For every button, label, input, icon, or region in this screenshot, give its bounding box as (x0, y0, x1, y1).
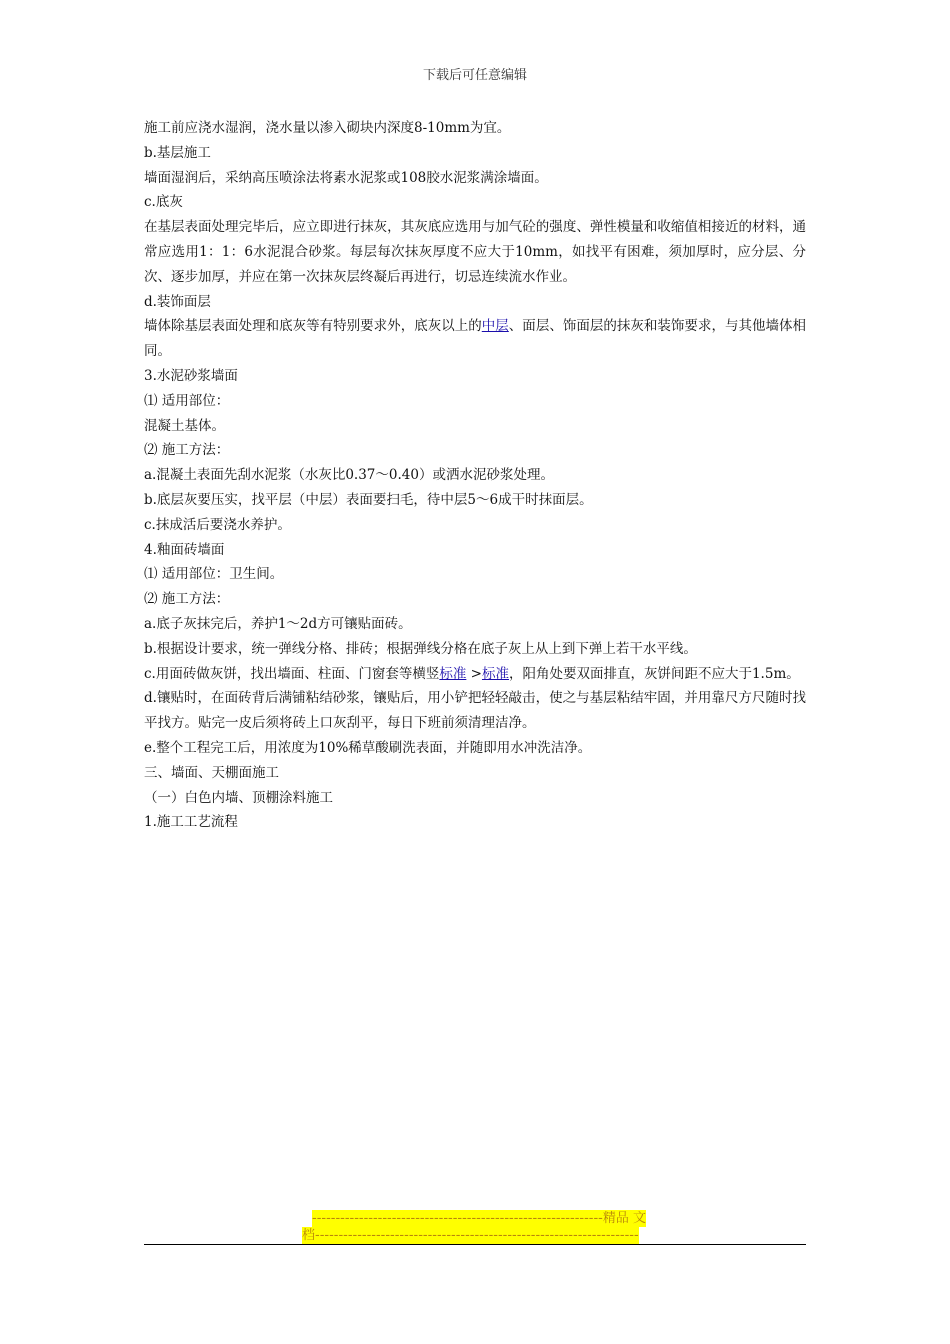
section-heading: b.基层施工 (144, 144, 211, 161)
paragraph: b.底层灰要压实，找平层（中层）表面要扫毛，待中层5～6成干时抹面层。 (144, 491, 593, 508)
text-span: 、面层、饰面层的抹灰和装饰要求，与其他墙体相同。 (144, 318, 807, 360)
paragraph (144, 662, 806, 687)
text-span: > (466, 665, 482, 682)
section-heading: 1.施工工艺流程 (144, 814, 238, 831)
paragraph: 在基层表面处理完毕后，应立即进行抹灰，其灰底应选用与加气砼的强度、弹性模量和收缩值相接近的材料，通常应选用1：1：6水泥混合砂浆。每层每次抹灰厚度不应大于10mm，如找平有困难，须加厚时，应分层、分次、逐步加厚，并应在第一次抹灰层终凝后再进行，切忌连续流水作业。 (144, 219, 806, 285)
section-heading: 3.水泥砂浆墙面 (144, 367, 238, 384)
section-heading: c.底灰 (144, 194, 183, 211)
sub-heading: ⑵ 施工方法： (144, 591, 230, 608)
link-standard[interactable]: 标准 (439, 665, 467, 682)
section-heading: 4.釉面砖墙面 (144, 541, 225, 558)
paragraph: 混凝土基体。 (144, 417, 225, 434)
paragraph: d.镶贴时，在面砖背后满铺粘结砂浆，镶贴后，用小铲把轻轻敲击，使之与基层粘结牢固，并用靠尺方尺随时找平找方。贴完一皮后须将砖上口灰刮平，每日下班前须清理洁净。 (144, 690, 806, 732)
paragraph: a.混凝土表面先刮水泥浆（水灰比0.37～0.40）或洒水泥砂浆处理。 (144, 467, 554, 484)
paragraph: 施工前应浇水湿润，浇水量以渗入砌块内深度8-10mm为宜。 (144, 120, 511, 136)
paragraph: e.整个工程完工后，用浓度为10%稀草酸刷洗表面，并随即用水冲洗洁净。 (144, 739, 592, 756)
paragraph: a.底子灰抹完后，养护1～2d方可镶贴面砖。 (144, 615, 412, 632)
page-header: 下载后可任意编辑 (422, 68, 527, 83)
paragraph (144, 314, 806, 364)
link-middle-layer[interactable]: 中层 (481, 318, 509, 335)
sub-heading: ⑴ 适用部位：卫生间。 (144, 566, 284, 583)
link-standard-2[interactable]: 标准 (481, 665, 509, 682)
sub-heading: ⑵ 施工方法： (144, 442, 230, 459)
section-heading: （一）白色内墙、顶棚涂料施工 (144, 789, 333, 806)
footer-watermark-line2: 档--------------------------------------------------------------------- (302, 1228, 639, 1243)
footer-watermark-line1: --------------------------------------------------------------精品 文 (312, 1211, 646, 1226)
text-span: 墙体除基层表面处理和底灰等有特别要求外，底灰以上的 (144, 318, 482, 335)
text-span: ，阳角处要双面排直，灰饼间距不应大于1.5m。 (508, 665, 800, 682)
paragraph: b.根据设计要求，统一弹线分格、排砖；根据弹线分格在底子灰上从上到下弹上若干水平线。 (144, 640, 697, 657)
section-heading: 三、墙面、天棚面施工 (144, 764, 279, 781)
section-heading: d.装饰面层 (144, 293, 211, 310)
text-span: c.用面砖做灰饼，找出墙面、柱面、门窗套等横竖 (144, 665, 440, 682)
page-footer (144, 1210, 806, 1250)
document-body (144, 116, 806, 835)
paragraph: 墙面湿润后，采纳高压喷涂法将素水泥浆或108胶水泥浆满涂墙面。 (144, 169, 548, 186)
footer-divider (144, 1244, 806, 1245)
paragraph: c.抹成活后要浇水养护。 (144, 516, 291, 533)
sub-heading: ⑴ 适用部位： (144, 392, 230, 409)
